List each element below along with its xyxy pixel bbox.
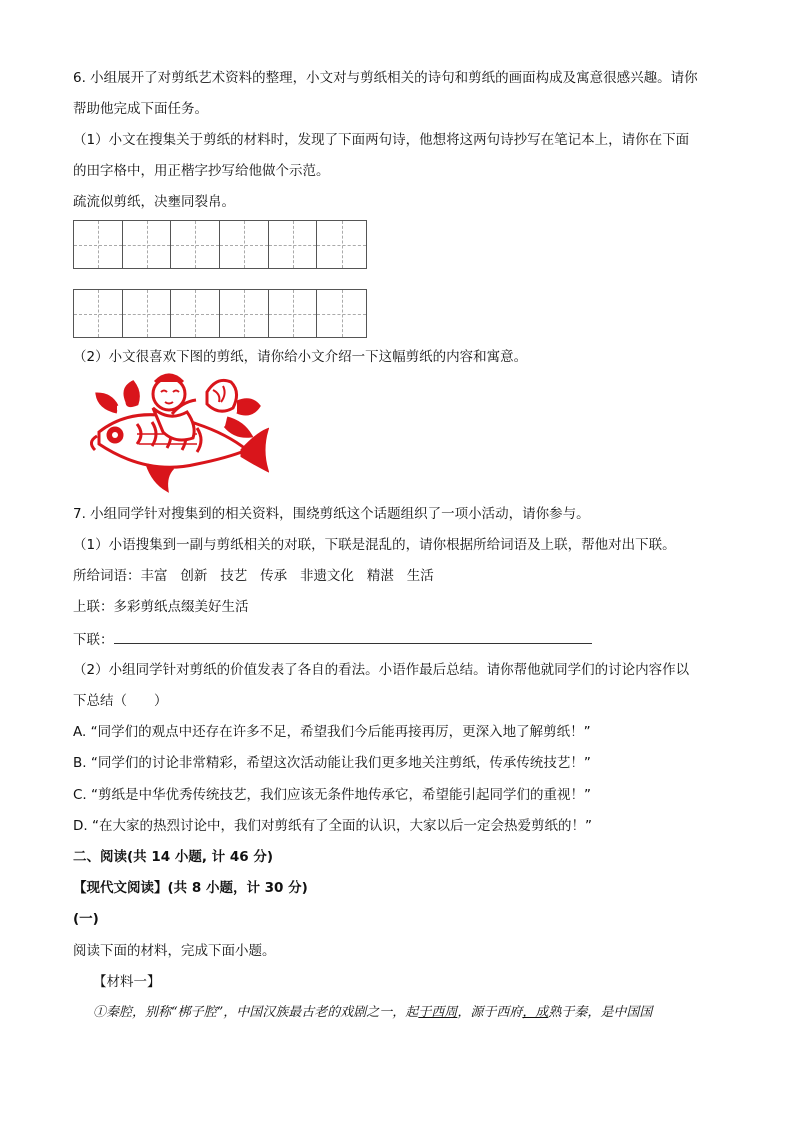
material-text: ①秦腔，别称“梆子腔”，中国汉族最古老的戏剧之一，起 bbox=[93, 1005, 419, 1020]
section2-subtitle: 【现代文阅读】(共 8 小题，计 30 分) bbox=[73, 880, 308, 896]
poem-line: 疏流似剪纸，决壅同裂帛。 bbox=[73, 194, 235, 210]
q6-sub1-line1: （1）小文在搜集关于剪纸的材料时，发现了下面两句诗，他想将这两句诗抄写在笔记本上，请你在下面 bbox=[73, 132, 690, 148]
grid-cell[interactable] bbox=[269, 221, 318, 268]
grid-cell[interactable] bbox=[123, 221, 172, 268]
boy-head bbox=[153, 378, 185, 410]
lower-couplet-label: 下联： bbox=[73, 632, 114, 648]
grid-cell[interactable] bbox=[269, 290, 318, 337]
underlined-text: 于西周 bbox=[418, 1005, 458, 1020]
given-word: 创新 bbox=[180, 568, 208, 584]
given-word: 丰富 bbox=[140, 568, 168, 584]
grid-cell[interactable] bbox=[74, 221, 123, 268]
given-word: 传承 bbox=[260, 568, 288, 584]
grid-cell[interactable] bbox=[317, 221, 366, 268]
lower-couplet-answer-blank[interactable] bbox=[114, 629, 592, 644]
given-words-label: 所给词语： bbox=[73, 568, 141, 584]
material-paragraph bbox=[93, 1004, 652, 1022]
grid-cell[interactable] bbox=[171, 221, 220, 268]
q7-line1: 7. 小组同学针对搜集到的相关资料，围绕剪纸这个话题组织了一项小活动，请你参与。 bbox=[73, 506, 590, 522]
q6-sub1-line2: 的田字格中，用正楷字抄写给他做个示范。 bbox=[73, 163, 330, 179]
lotus-flower bbox=[125, 382, 138, 406]
option-a[interactable]: A. “同学们的观点中还存在许多不足，希望我们今后能再接再厉，更深入地了解剪纸！” bbox=[73, 724, 591, 740]
material-text: 熟于秦，是中国国 bbox=[548, 1005, 653, 1020]
option-d[interactable]: D. “在大家的热烈讨论中，我们对剪纸有了全面的认识，大家以后一定会热爱剪纸的！” bbox=[73, 818, 592, 834]
grid-cell[interactable] bbox=[220, 221, 269, 268]
grid-cell[interactable] bbox=[74, 290, 123, 337]
given-words-line bbox=[73, 567, 434, 585]
q6-line1: 6. 小组展开了对剪纸艺术资料的整理，小文对与剪纸相关的诗句和剪纸的画面构成及寓意很感兴趣。请你 bbox=[73, 70, 698, 86]
reading-instruction: 阅读下面的材料，完成下面小题。 bbox=[73, 943, 276, 959]
option-b[interactable]: B. “同学们的讨论非常精彩，希望这次活动能让我们更多地关注剪纸，传承传统技艺！” bbox=[73, 755, 591, 771]
tianzige-grid-2[interactable] bbox=[73, 289, 367, 338]
grid-cell[interactable] bbox=[171, 290, 220, 337]
material-label: 【材料一】 bbox=[93, 974, 161, 990]
grid-cell[interactable] bbox=[317, 290, 366, 337]
papercut-fish-boy-image bbox=[77, 372, 269, 494]
tianzige-grid-1[interactable] bbox=[73, 220, 367, 269]
given-word: 生活 bbox=[406, 568, 434, 584]
q6-line2: 帮助他完成下面任务。 bbox=[73, 101, 208, 117]
lower-couplet-line bbox=[73, 629, 592, 649]
upper-couplet: 上联：多彩剪纸点缀美好生活 bbox=[73, 599, 249, 615]
q7-sub2-line2: 下总结（ ） bbox=[73, 693, 168, 709]
q7-sub1: （1）小语搜集到一副与剪纸相关的对联，下联是混乱的，请你根据所给词语及上联，帮他对出下联。 bbox=[73, 537, 676, 553]
part-label: (一) bbox=[73, 911, 99, 927]
peony-flower bbox=[207, 380, 237, 411]
given-word: 技艺 bbox=[220, 568, 248, 584]
material-text: ，源于西府 bbox=[457, 1005, 523, 1020]
section2-title: 二、阅读(共 14 小题, 计 46 分) bbox=[73, 849, 274, 865]
underlined-text: ，成 bbox=[522, 1005, 549, 1020]
given-word: 精湛 bbox=[366, 568, 394, 584]
grid-cell[interactable] bbox=[220, 290, 269, 337]
option-c[interactable]: C. “剪纸是中华优秀传统技艺，我们应该无条件地传承它，希望能引起同学们的重视！” bbox=[73, 787, 591, 803]
grid-cell[interactable] bbox=[123, 290, 172, 337]
q6-sub2: （2）小文很喜欢下图的剪纸，请你给小文介绍一下这幅剪纸的内容和寓意。 bbox=[73, 349, 528, 365]
given-word: 非遗文化 bbox=[300, 568, 354, 584]
q7-sub2-line1: （2）小组同学针对剪纸的价值发表了各自的看法。小语作最后总结。请你帮他就同学们的讨论内容作以 bbox=[73, 662, 690, 678]
